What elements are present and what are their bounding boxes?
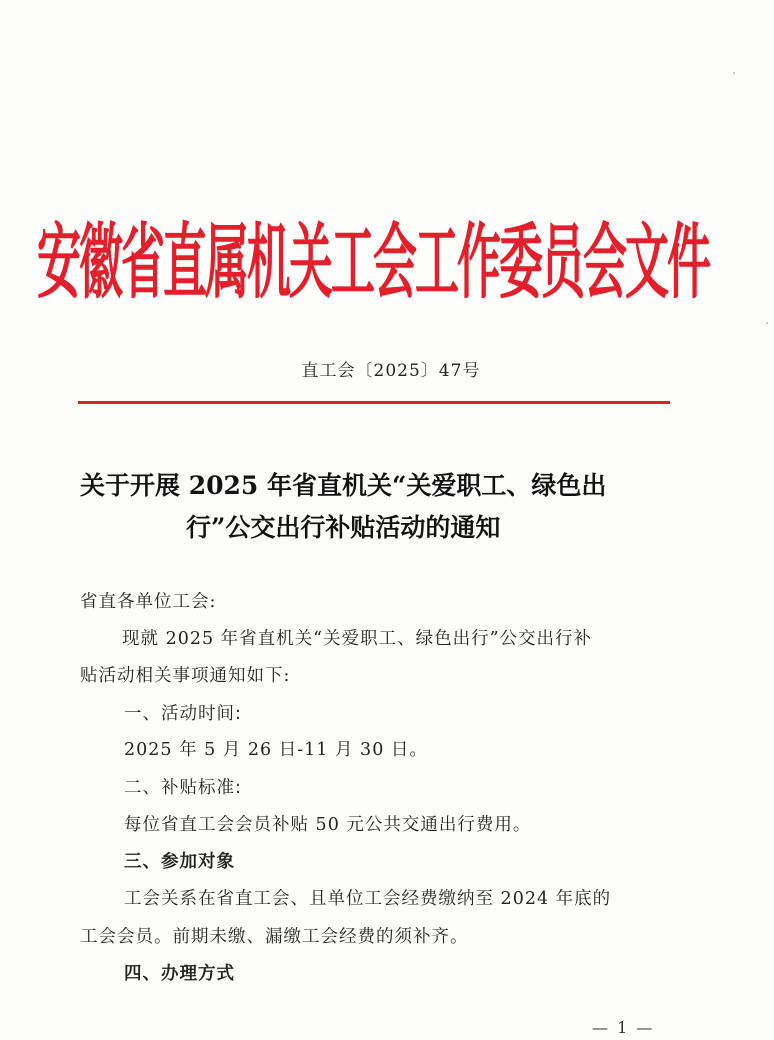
document-number: 直工会〔2025〕47号 — [301, 361, 481, 381]
section-1-heading: 一、活动时间: — [124, 704, 242, 724]
notice-title-line-2: 行”公交出行补贴活动的通知 — [186, 513, 501, 542]
intro-paragraph-line-1: 现就 2025 年省直机关“关爱职工、绿色出行”公交出行补 — [122, 629, 593, 649]
section-2-text: 每位省直工会会员补贴 50 元公共交通出行费用。 — [124, 815, 532, 835]
salutation: 省直各单位工会: — [80, 592, 217, 612]
page-number: — 1 — — [592, 1018, 655, 1037]
notice-title-line-1: 关于开展 2025 年省直机关“关爱职工、绿色出 — [80, 471, 607, 500]
section-1-text: 2025 年 5 月 26 日-11 月 30 日。 — [124, 740, 428, 760]
intro-paragraph-line-2: 贴活动相关事项通知如下: — [80, 666, 291, 686]
section-3-text-line-2: 工会会员。前期未缴、漏缴工会经费的须补齐。 — [80, 927, 469, 947]
scan-speck — [766, 322, 768, 324]
section-3-heading: 三、参加对象 — [124, 852, 235, 872]
red-separator-line — [78, 401, 670, 404]
section-2-heading: 二、补贴标准: — [124, 778, 242, 798]
section-3-text-line-1: 工会关系在省直工会、且单位工会经费缴纳至 2024 年底的 — [124, 889, 612, 909]
section-4-heading: 四、办理方式 — [124, 964, 235, 984]
issuing-organization-title: 安徽省直属机关工会工作委员会文件 — [37, 216, 709, 311]
scan-speck — [733, 72, 735, 74]
